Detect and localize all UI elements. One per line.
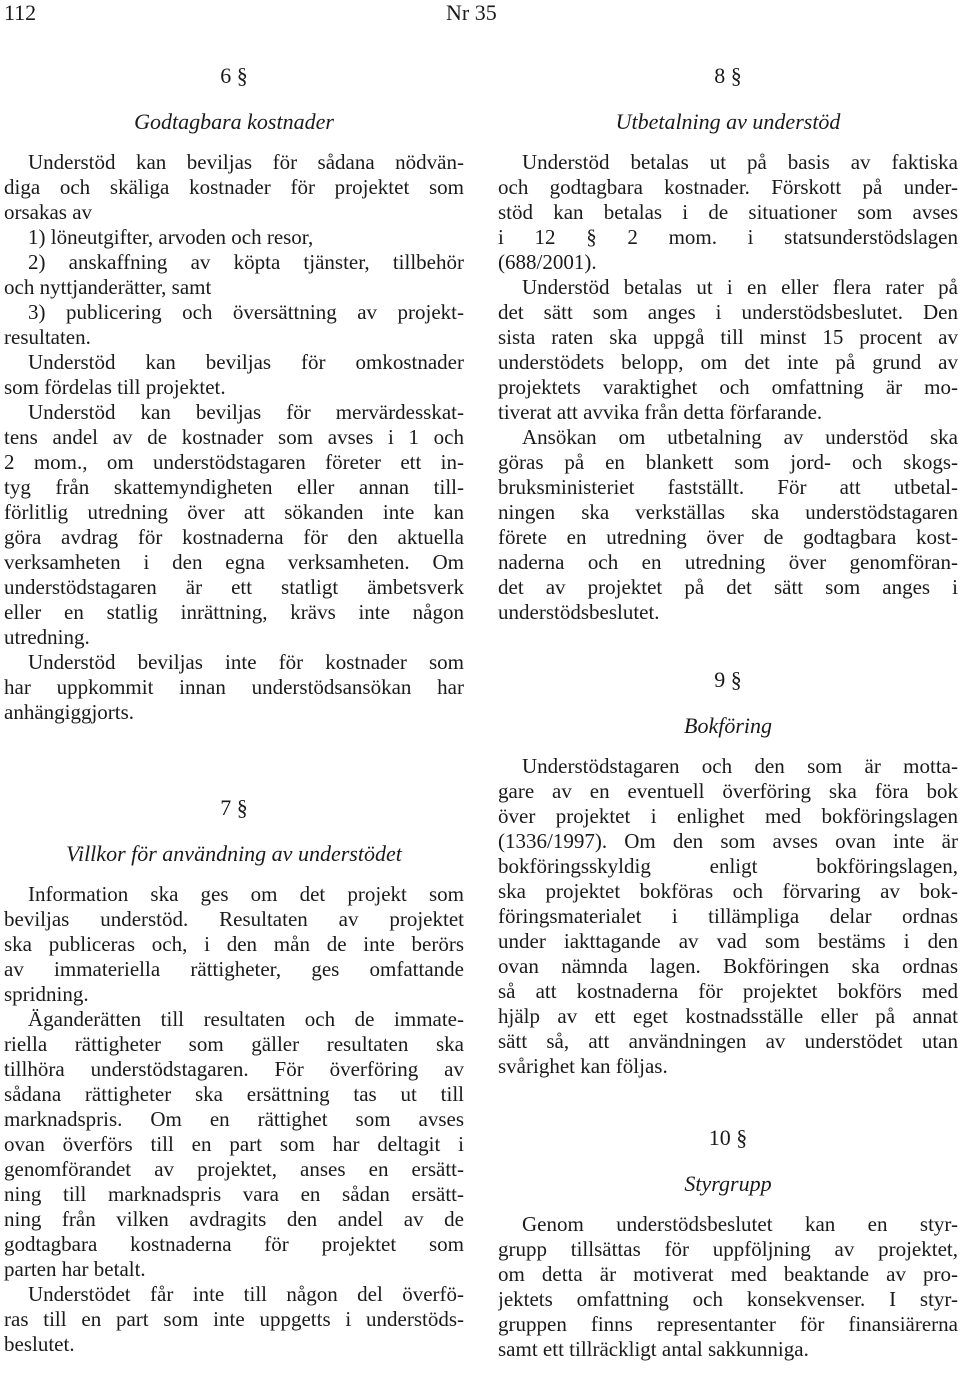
section-body	[4, 150, 464, 725]
section-title: Bokföring	[684, 713, 772, 738]
text-line: Understödstagaren och den som är motta-	[522, 754, 958, 778]
text-line: understödets belopp, om det inte på grund av	[498, 350, 958, 374]
text-line: naderna och en utredning över genomföran-	[498, 550, 958, 574]
text-line: Ansökan om utbetalning av understöd ska	[522, 425, 958, 449]
text-line: Äganderätten till resultaten och de immate-	[28, 1007, 464, 1031]
section-number: 8 §	[714, 63, 742, 88]
text-line: det av projektet på det sätt som anges i	[498, 575, 958, 599]
paragraph	[498, 754, 958, 1079]
text-line: Understöd betalas ut i en eller flera rater på	[522, 275, 958, 299]
text-line: understödstagaren är ett statligt ämbetsverk	[4, 575, 464, 599]
text-line: Understöd kan beviljas för omkostnader	[28, 350, 464, 374]
text-line: sista raten ska uppgå till minst 15 procent av	[498, 325, 958, 349]
text-line: ning till marknadspris vara en sådan ersätt-	[4, 1182, 464, 1206]
text-line: över projektet i enlighet med bokföringslagen	[498, 804, 958, 828]
issue-number: Nr 35	[446, 0, 497, 25]
section-7	[4, 790, 464, 1357]
text-line: ska projektet bokföras och förvaring av bok-	[498, 879, 958, 903]
text-line: samt ett tillräckligt antal sakkunniga.	[498, 1337, 809, 1361]
section-body	[498, 754, 958, 1079]
text-line: orsakas av	[4, 200, 93, 224]
text-line: det sätt som anges i understödsbeslutet. Den	[498, 300, 958, 324]
text-line: Understöd betalas ut på basis av faktiska	[522, 150, 958, 174]
text-line: ovan överförs till en part som har deltagit i	[4, 1132, 464, 1156]
paragraph	[4, 225, 464, 250]
text-line: och godtagbara kostnader. Förskott på under-	[498, 175, 958, 199]
text-line: Genom understödsbeslutet kan en styr-	[522, 1212, 958, 1236]
text-line: föringsmaterialet i tillämpliga delar ordnas	[498, 904, 958, 928]
section-number: 7 §	[220, 795, 248, 820]
text-line: eller en statlig inrättning, krävs inte någon	[4, 600, 464, 624]
text-line: diga och skäliga kostnader för projektet som	[4, 175, 464, 199]
text-line: som fördelas till projektet.	[4, 375, 226, 399]
paragraph	[4, 150, 464, 225]
paragraph	[498, 425, 958, 625]
paragraph	[498, 150, 958, 275]
text-line: 2 mom., om understödstagaren företer ett in-	[4, 450, 464, 474]
text-line: gruppen finns representanter för finansiärerna	[498, 1312, 958, 1336]
text-line: spridning.	[4, 982, 89, 1006]
text-line: marknadspris. Om en rättighet som avses	[4, 1107, 464, 1131]
text-line: tillhöra understödstagaren. För överföring av	[4, 1057, 464, 1081]
section-8	[498, 58, 958, 625]
section-title: Utbetalning av understöd	[615, 109, 841, 134]
text-line: anhängiggjorts.	[4, 700, 135, 724]
text-line: 2) anskaffning av köpta tjänster, tillbehör	[28, 250, 464, 274]
section-body	[498, 150, 958, 625]
text-line: (688/2001).	[498, 250, 597, 274]
text-line: beviljas understöd. Resultaten av projektet	[4, 907, 464, 931]
section-number: 10 §	[708, 1125, 748, 1150]
text-line: godtagbara kostnaderna för projektet som	[4, 1232, 464, 1256]
paragraph	[498, 275, 958, 425]
text-line: tiverat att avvika från detta förfarande.	[498, 400, 823, 424]
section-title: Godtagbara kostnader	[134, 109, 334, 134]
text-line: göras på en blankett som jord- och skogs-	[498, 450, 958, 474]
text-line: sätt så, att användningen av understödet utan	[498, 1029, 958, 1053]
text-line: göra avdrag för kostnaderna för den aktuella	[4, 525, 464, 549]
text-line: gare av en eventuell överföring ska föra bok	[498, 779, 958, 803]
text-line: av immateriella rättigheter, ges omfattande	[4, 957, 464, 981]
text-line: riella rättigheter som gäller resultaten ska	[4, 1032, 464, 1056]
paragraph	[4, 650, 464, 725]
text-line: så att kostnaderna för projektet bokförs med	[498, 979, 958, 1003]
text-line: understödsbeslutet.	[498, 600, 660, 624]
paragraph	[4, 250, 464, 300]
text-line: ska publiceras och, i den mån de inte berörs	[4, 932, 464, 956]
text-line: hjälp av ett eget kostnadsställe eller på annat	[498, 1004, 958, 1028]
text-line: Understödet får inte till någon del överfö-	[28, 1282, 464, 1306]
paragraph	[4, 300, 464, 350]
text-line: Understöd kan beviljas för sådana nödvän-	[28, 150, 464, 174]
section-title: Villkor för användning av understödet	[66, 841, 402, 866]
text-line: grupp tillsättas för uppföljning av projektet,	[498, 1237, 958, 1261]
section-number: 9 §	[714, 667, 742, 692]
text-line: Information ska ges om det projekt som	[28, 882, 464, 906]
section-body	[4, 882, 464, 1357]
text-line: förete en utredning över de godtagbara kost-	[498, 525, 958, 549]
section-9	[498, 662, 958, 1079]
text-line: tens andel av de kostnader som avses i 1 och	[4, 425, 464, 449]
section-number: 6 §	[220, 63, 248, 88]
text-line: utredning.	[4, 625, 90, 649]
text-line: Understöd kan beviljas för mervärdesskat-	[28, 400, 464, 424]
section-title: Styrgrupp	[684, 1171, 772, 1196]
text-line: under iakttagande av vad som bestäms i den	[498, 929, 958, 953]
text-line: parten har betalt.	[4, 1257, 146, 1281]
paragraph	[4, 1007, 464, 1282]
text-line: (1336/1997). Om den som avses ovan inte är	[498, 829, 958, 853]
section-6	[4, 58, 464, 725]
text-line: stöd kan betalas i de situationer som avses	[498, 200, 958, 224]
text-line: sådana rättigheter ska ersättning tas ut till	[4, 1082, 464, 1106]
text-line: genomförandet av projektet, anses en ersätt-	[4, 1157, 464, 1181]
text-line: ras till en part som inte uppgetts i understöds-	[4, 1307, 464, 1331]
text-line: tyg från skattemyndigheten eller annan till-	[4, 475, 464, 499]
text-line: och nyttjanderätter, samt	[4, 275, 212, 299]
section-body	[498, 1212, 958, 1362]
paragraph	[4, 1282, 464, 1357]
page-header	[0, 0, 960, 30]
text-line: ovan nämnda lagen. Bokföringen ska ordnas	[498, 954, 958, 978]
section-10	[498, 1120, 958, 1362]
text-line: jektets omfattning och konsekvenser. I styr-	[498, 1287, 958, 1311]
text-line: svårighet kan följas.	[498, 1054, 668, 1078]
text-line: bokföringsskyldig enligt bokföringslagen,	[498, 854, 958, 878]
paragraph	[4, 882, 464, 1007]
text-line: 3) publicering och översättning av projekt-	[28, 300, 464, 324]
text-line: Understöd beviljas inte för kostnader som	[28, 650, 464, 674]
paragraph	[4, 350, 464, 400]
paragraph	[498, 1212, 958, 1362]
text-line: resultaten.	[4, 325, 91, 349]
paragraph	[4, 400, 464, 650]
text-line: i 12 § 2 mom. i statsunderstödslagen	[498, 225, 958, 249]
text-line: beslutet.	[4, 1332, 75, 1356]
text-line: verksamheten i den egna verksamheten. Om	[4, 550, 464, 574]
text-line: projektets varaktighet och omfattning är mo-	[498, 375, 958, 399]
page-number: 112	[4, 0, 37, 25]
text-line: ning från vilken avdragits den andel av de	[4, 1207, 464, 1231]
text-line: 1) löneutgifter, arvoden och resor,	[28, 225, 314, 249]
text-line: om detta är motiverat med beaktande av pro-	[498, 1262, 958, 1286]
text-line: ningen ska verkställas ska understödstagaren	[498, 500, 958, 524]
text-line: har uppkommit innan understödsansökan har	[4, 675, 464, 699]
text-line: förlitlig utredning över att sökanden inte kan	[4, 500, 464, 524]
text-line: bruksministeriet fastställt. För att utbetal-	[498, 475, 958, 499]
